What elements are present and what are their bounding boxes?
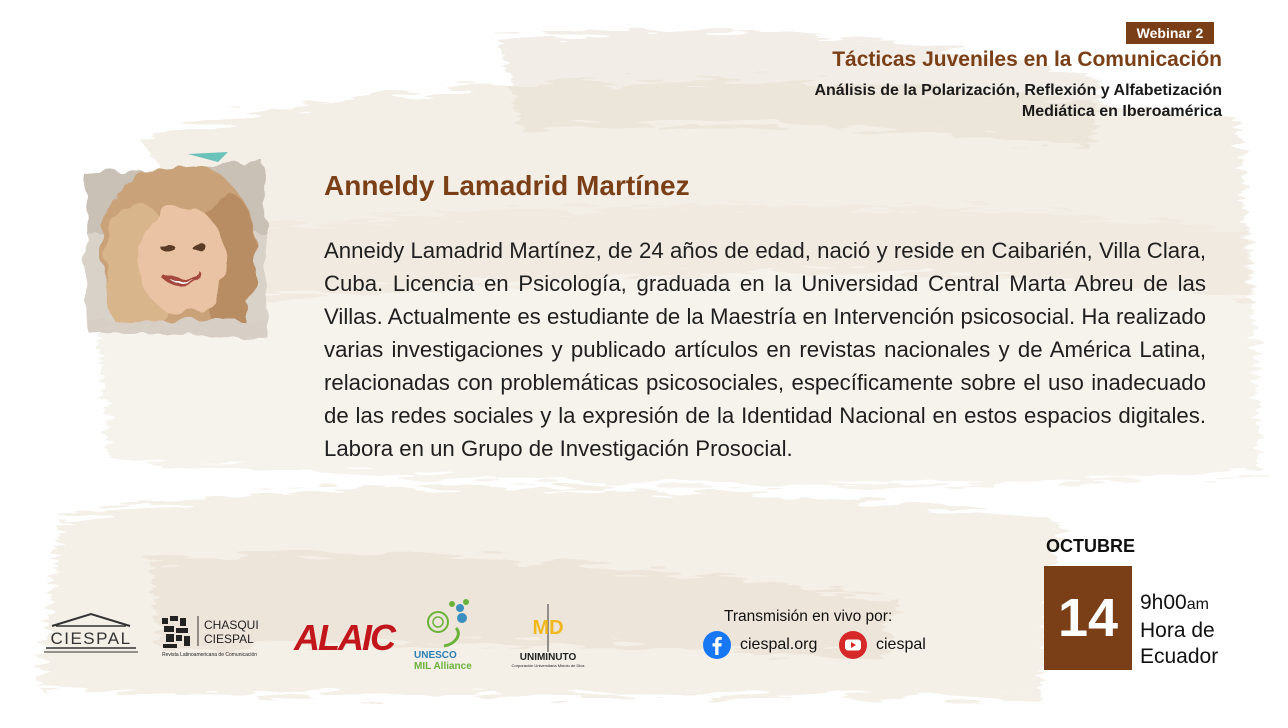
event-day: 14 — [1044, 566, 1132, 670]
event-time — [1140, 590, 1218, 618]
youtube-link[interactable] — [838, 630, 926, 660]
md-text: MD — [532, 617, 564, 639]
webinar-badge: Webinar 2 — [1126, 22, 1214, 44]
ciespal-logo-text: CIESPAL — [50, 629, 132, 648]
subtitle-line-1: Análisis de la Polarización, Reflexión y Alfabetización — [814, 82, 1222, 99]
ciespal-logo — [42, 612, 140, 656]
chasqui-text-1: CHASQUI — [204, 618, 259, 632]
unesco-text-2: MIL Alliance — [414, 661, 472, 672]
speaker-photo — [78, 152, 272, 346]
facebook-icon — [702, 630, 732, 660]
uniminuto-text: UNIMINUTO — [519, 652, 577, 663]
uniminuto-logo — [508, 602, 588, 668]
facebook-handle: ciespal.org — [740, 636, 818, 653]
uniminuto-caption: Corporación Universitaria Minuto de Dios — [511, 663, 585, 668]
event-time-block — [1140, 590, 1218, 670]
alaic-logo — [292, 616, 398, 656]
event-timezone-line-1: Hora de — [1140, 619, 1215, 642]
event-timezone-line-2: Ecuador — [1140, 645, 1219, 668]
webinar-subtitle — [814, 80, 1222, 122]
stream-label: Transmisión en vivo por: — [724, 608, 893, 625]
chasqui-caption: Revista Latinoamericana de Comunicación — [162, 652, 258, 658]
chasqui-text-2: CIESPAL — [204, 632, 254, 646]
youtube-handle: ciespal — [876, 636, 926, 653]
unesco-mil-logo — [412, 596, 484, 672]
subtitle-line-2: Mediática en Iberoamérica — [1021, 103, 1222, 120]
facebook-link[interactable] — [702, 630, 817, 660]
chasqui-logo — [160, 612, 268, 660]
speaker-bio: Anneidy Lamadrid Martínez, de 24 años de edad, nació y reside en Caibarién, Villa Clara, Cuba. Licencia en Psicología, graduada en la Universidad Central Marta Abreu de las Villas. Actualmente es estudiante de la Maestría en Intervención psicosocial. Ha realizado varias investigaciones y publicado artículos en revistas nacionales y de América Latina, relacionadas con problemáticas psicosociales, específicamente sobre el uso inadecuado de las redes sociales y la expresión de la Identidad Nacional en estos espacios digitales. Labora en un Grupo de Investigación Prosocial. — [324, 238, 1206, 461]
speaker-name: Anneldy Lamadrid Martínez — [324, 170, 690, 201]
webinar-title: Tácticas Juveniles en la Comunicación — [832, 48, 1222, 71]
unesco-text-1: UNESCO — [414, 650, 457, 661]
alaic-text: ALAIC — [294, 617, 394, 656]
event-month: OCTUBRE — [1046, 536, 1135, 556]
youtube-icon — [838, 630, 868, 660]
event-time-ampm: am — [1186, 596, 1209, 613]
event-time-value: 9h00 — [1140, 591, 1187, 614]
